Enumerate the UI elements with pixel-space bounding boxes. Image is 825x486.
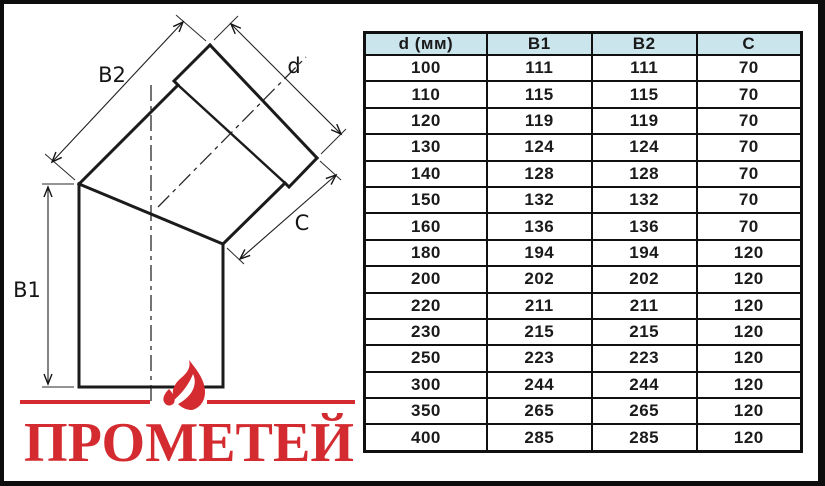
pipe-crimp-line <box>178 85 285 183</box>
table-cell: 70 <box>697 213 802 239</box>
elbow-diagram <box>0 0 360 486</box>
table-cell: 132 <box>487 187 592 213</box>
table-cell: 136 <box>592 213 697 239</box>
column-header: B1 <box>487 33 592 56</box>
dim-line-b2 <box>52 22 183 162</box>
table-cell: 215 <box>487 319 592 345</box>
table-cell: 215 <box>592 319 697 345</box>
table-cell: 202 <box>592 266 697 292</box>
dim-label-b2: B2 <box>98 63 126 87</box>
table-cell: 119 <box>592 108 697 134</box>
table-cell: 120 <box>697 319 802 345</box>
table-row <box>365 134 802 160</box>
table-cell: 160 <box>365 213 487 239</box>
table-row <box>365 55 802 81</box>
table-cell: 120 <box>697 372 802 398</box>
table-row <box>365 345 802 371</box>
table-cell: 70 <box>697 108 802 134</box>
flame-icon <box>163 360 205 410</box>
column-header: C <box>697 33 802 56</box>
table-cell: 120 <box>697 293 802 319</box>
table-cell: 223 <box>592 345 697 371</box>
table-cell: 300 <box>365 372 487 398</box>
table-cell: 230 <box>365 319 487 345</box>
table-row <box>365 424 802 451</box>
table-cell: 265 <box>487 398 592 424</box>
column-header: d (мм) <box>365 33 487 56</box>
table-cell: 285 <box>487 424 592 451</box>
dimensions-table-wrap <box>363 31 803 453</box>
table-cell: 220 <box>365 293 487 319</box>
table-cell: 130 <box>365 134 487 160</box>
table-row <box>365 372 802 398</box>
table-cell: 180 <box>365 240 487 266</box>
dim-label-c: C <box>294 211 310 235</box>
table-cell: 111 <box>592 55 697 81</box>
table-cell: 202 <box>487 266 592 292</box>
table-cell: 70 <box>697 134 802 160</box>
table-cell: 194 <box>592 240 697 266</box>
table-cell: 250 <box>365 345 487 371</box>
table-cell: 211 <box>592 293 697 319</box>
table-cell: 70 <box>697 187 802 213</box>
table-cell: 265 <box>592 398 697 424</box>
table-cell: 70 <box>697 55 802 81</box>
table-cell: 128 <box>487 161 592 187</box>
table-cell: 115 <box>592 81 697 107</box>
table-cell: 119 <box>487 108 592 134</box>
brand-wordmark: ПРОМЕТЕЙ <box>24 412 354 474</box>
table-cell: 120 <box>365 108 487 134</box>
table-cell: 285 <box>592 424 697 451</box>
table-cell: 120 <box>697 424 802 451</box>
table-cell: 70 <box>697 81 802 107</box>
table-cell: 140 <box>365 161 487 187</box>
table-cell: 111 <box>487 55 592 81</box>
table-row <box>365 319 802 345</box>
table-cell: 194 <box>487 240 592 266</box>
table-row <box>365 108 802 134</box>
dim-label-b1: B1 <box>13 278 41 302</box>
column-header: B2 <box>592 33 697 56</box>
dim-label-d: d <box>287 54 301 78</box>
table-cell: 211 <box>487 293 592 319</box>
table-body <box>365 55 802 452</box>
table-row <box>365 213 802 239</box>
table-row <box>365 187 802 213</box>
brand-rule-right <box>207 400 355 404</box>
table-cell: 120 <box>697 398 802 424</box>
table-cell: 120 <box>697 240 802 266</box>
table-cell: 136 <box>487 213 592 239</box>
table-cell: 132 <box>592 187 697 213</box>
table-cell: 124 <box>487 134 592 160</box>
table-cell: 110 <box>365 81 487 107</box>
brand-rule-left <box>20 400 150 404</box>
table-row <box>365 240 802 266</box>
table-cell: 244 <box>592 372 697 398</box>
dim-line-d <box>231 24 341 134</box>
table-cell: 350 <box>365 398 487 424</box>
table-cell: 150 <box>365 187 487 213</box>
table-cell: 100 <box>365 55 487 81</box>
table-row <box>365 293 802 319</box>
table-row <box>365 81 802 107</box>
table-cell: 223 <box>487 345 592 371</box>
table-row <box>365 398 802 424</box>
table-header-row <box>365 33 802 56</box>
table-cell: 115 <box>487 81 592 107</box>
table-header <box>365 33 802 56</box>
table-cell: 200 <box>365 266 487 292</box>
table-row <box>365 266 802 292</box>
table-cell: 120 <box>697 266 802 292</box>
table-cell: 70 <box>697 161 802 187</box>
table-cell: 124 <box>592 134 697 160</box>
table-row <box>365 161 802 187</box>
table-cell: 128 <box>592 161 697 187</box>
table-cell: 244 <box>487 372 592 398</box>
table-cell: 120 <box>697 345 802 371</box>
dimensions-table <box>363 31 803 453</box>
table-cell: 400 <box>365 424 487 451</box>
